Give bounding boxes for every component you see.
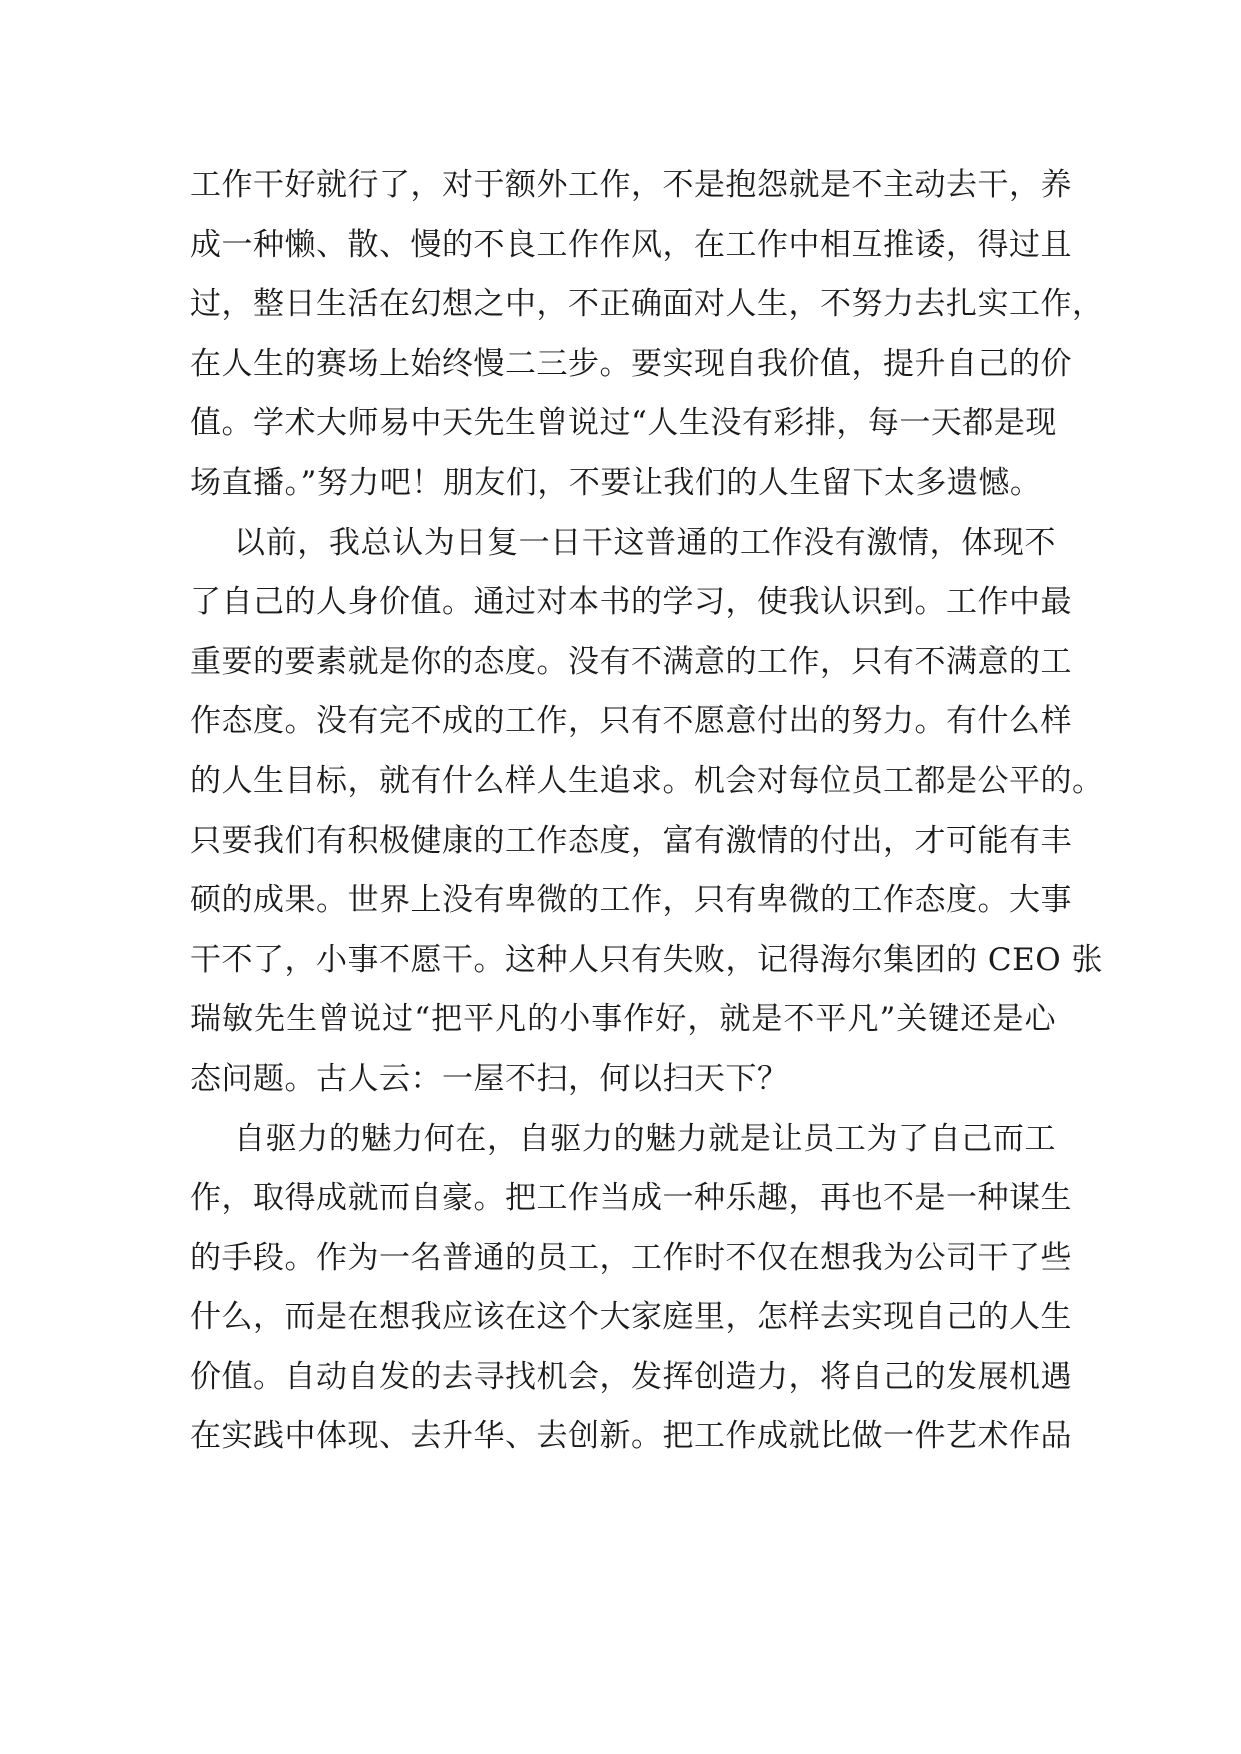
text-line: 什么，而是在想我应该在这个大家庭里，怎样去实现自己的人生	[190, 1299, 1072, 1336]
text-line: 的人生目标，就有什么样人生追求。机会对每位员工都是公平的。	[190, 762, 1104, 799]
text-line: 过，整日生活在幻想之中，不正确面对人生，不努力去扎实工作，	[190, 286, 1104, 323]
text-line: 态问题。古人云：一屋不扫，何以扫天下？	[190, 1060, 789, 1097]
text-line: 只要我们有积极健康的工作态度，富有激情的付出，才可能有丰	[190, 822, 1072, 859]
text-line: 干不了，小事不愿干。这种人只有失败，记得海尔集团的 CEO 张	[190, 941, 1103, 978]
text-line: 值。学术大师易中天先生曾说过“人生没有彩排，每一天都是现	[190, 405, 1057, 442]
text-line: 在人生的赛场上始终慢二三步。要实现自我价值，提升自己的价	[190, 345, 1072, 382]
text-line: 硕的成果。世界上没有卑微的工作，只有卑微的工作态度。大事	[190, 882, 1072, 919]
text-line: 工作干好就行了，对于额外工作，不是抱怨就是不主动去干，养	[190, 167, 1072, 203]
paragraph-first-line: 以前，我总认为日复一日干这普通的工作没有激情，体现不	[234, 524, 1056, 561]
text-line: 价值。自动自发的去寻找机会，发挥创造力，将自己的发展机遇	[190, 1358, 1072, 1395]
text-line: 场直播。”努力吧！朋友们，不要让我们的人生留下太多遗憾。	[190, 464, 1042, 501]
text-line: 重要的要素就是你的态度。没有不满意的工作，只有不满意的工	[190, 643, 1072, 680]
paragraph-first-line: 自驱力的魅力何在，自驱力的魅力就是让员工为了自己而工	[234, 1120, 1056, 1157]
text-line: 成一种懒、散、慢的不良工作作风，在工作中相互推诿，得过且	[190, 226, 1072, 263]
text-line: 瑞敏先生曾说过“把平凡的小事作好，就是不平凡”关键还是心	[190, 1001, 1056, 1038]
body-text	[190, 156, 1104, 1467]
text-line: 了自己的人身价值。通过对本书的学习，使我认识到。工作中最	[190, 584, 1072, 621]
text-line: 在实践中体现、去升华、去创新。把工作成就比做一件艺术作品	[190, 1418, 1072, 1455]
text-line: 作，取得成就而自豪。把工作当成一种乐趣，再也不是一种谋生	[190, 1180, 1072, 1217]
text-line: 的手段。作为一名普通的员工，工作时不仅在想我为公司干了些	[190, 1239, 1072, 1276]
text-line: 作态度。没有完不成的工作，只有不愿意付出的努力。有什么样	[190, 703, 1072, 740]
